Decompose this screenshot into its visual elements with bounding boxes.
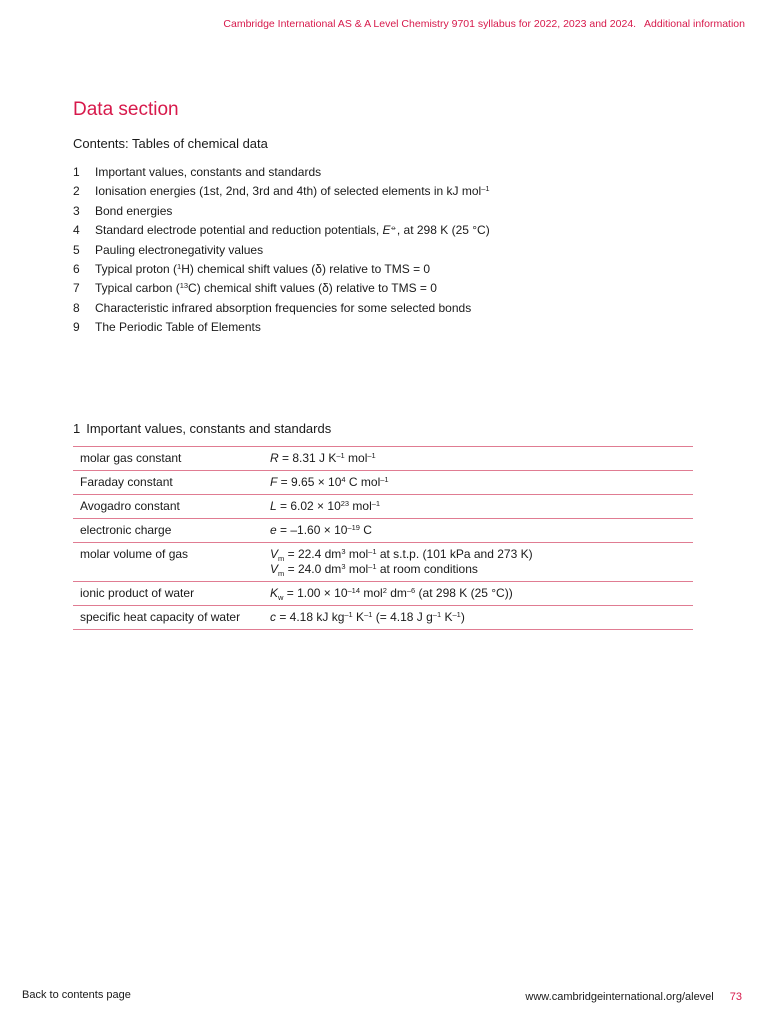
item-number: 3 [73, 203, 80, 218]
row-label: molar volume of gas [73, 543, 263, 582]
row-value: c = 4.18 kJ $kg^{-1}$ $K^{-1}$ (= 4.18 J $g^{-1}$ $K^{-1}$) [263, 606, 693, 630]
item-text: Characteristic infrared absorption frequencies for some selected bonds [95, 300, 472, 315]
contents-item[interactable] [73, 260, 490, 279]
contents-list [73, 163, 490, 338]
row-value: $F = 9.65 \times 10^4$ C mol$^{-1}$ [263, 471, 693, 495]
contents-item[interactable] [73, 182, 490, 201]
table-row [73, 471, 693, 495]
contents-item[interactable] [73, 163, 490, 182]
item-number: 9 [73, 320, 80, 335]
table-row [73, 606, 693, 630]
row-label: ionic product of water [73, 582, 263, 606]
contents-item[interactable] [73, 279, 490, 298]
section-number: 1 [73, 421, 81, 436]
item-text: Typical carbon ($^{13}$C) chemical shift values (δ) relative to TMS = 0 [95, 281, 437, 296]
row-label: electronic charge [73, 519, 263, 543]
table-row [73, 447, 693, 471]
table-row [73, 495, 693, 519]
row-value: $e = -1.60 \times 10^{-19}$ C [263, 519, 693, 543]
contents-subtitle: Contents: Tables of chemical data [73, 136, 268, 151]
footer-right [525, 991, 742, 1003]
contents-item[interactable] [73, 202, 490, 221]
item-number: 4 [73, 223, 80, 238]
row-label: Avogadro constant [73, 495, 263, 519]
item-text: Bond energies [95, 203, 173, 218]
item-text: Pauling electronegativity values [95, 242, 264, 257]
page-number: 73 [729, 991, 742, 1003]
row-label: Faraday constant [73, 471, 263, 495]
item-text: Important values, constants and standards [95, 165, 322, 179]
row-value: $K_w = 1.00 \times 10^{-14}$ mol$^2$ $dm^{-6}$ (at 298 K (25 °C)) [263, 582, 693, 606]
row-value: R = 8.31 J $K^{-1}$ mol$^{-1}$ [263, 447, 693, 471]
item-text: Ionisation energies (1st, 2nd, 3rd and 4th) of selected elements in kJ mol$^{-1}$ [95, 184, 490, 199]
website-link[interactable]: www.cambridgeinternational.org/alevel [525, 991, 714, 1003]
item-text: The Periodic Table of Elements [95, 320, 261, 335]
row-label: specific heat capacity of water [73, 606, 263, 630]
constants-table [73, 446, 693, 630]
item-number: 1 [73, 165, 80, 179]
header-extra: Additional information [644, 18, 745, 30]
table-row [73, 519, 693, 543]
item-number: 8 [73, 300, 80, 315]
page-title: Data section [73, 99, 179, 120]
header-text: Cambridge International AS & A Level Chemistry 9701 syllabus for 2022, 2023 and 2024. [223, 18, 637, 30]
row-value: $L = 6.02 \times 10^{23}$ mol$^{-1}$ [263, 495, 693, 519]
row-label: molar gas constant [73, 447, 263, 471]
section-heading [73, 421, 331, 436]
row-value: $V_m = 22.4$ $dm^3$ mol$^{-1}$ at s.t.p. (101 kPa and 273 K) $V_m = 24.0$ $dm^3$ mol$^{-1}$ at room conditions [263, 543, 693, 582]
item-number: 6 [73, 261, 80, 276]
back-to-contents-link[interactable]: Back to contents page [22, 989, 131, 1001]
item-number: 5 [73, 242, 80, 257]
contents-item[interactable] [73, 299, 490, 318]
section-title-text: Important values, constants and standards [86, 421, 332, 436]
contents-item[interactable] [73, 221, 490, 240]
contents-item[interactable] [73, 318, 490, 337]
item-text: Standard electrode potential and reduction potentials, E⦵, at 298 K (25 °C) [95, 223, 490, 238]
running-header [223, 18, 745, 30]
table-row [73, 543, 693, 582]
item-number: 7 [73, 281, 80, 296]
item-number: 2 [73, 184, 80, 199]
item-text: Typical proton ($^1$H) chemical shift values (δ) relative to TMS = 0 [95, 261, 431, 276]
contents-item[interactable] [73, 241, 490, 260]
table-row [73, 582, 693, 606]
